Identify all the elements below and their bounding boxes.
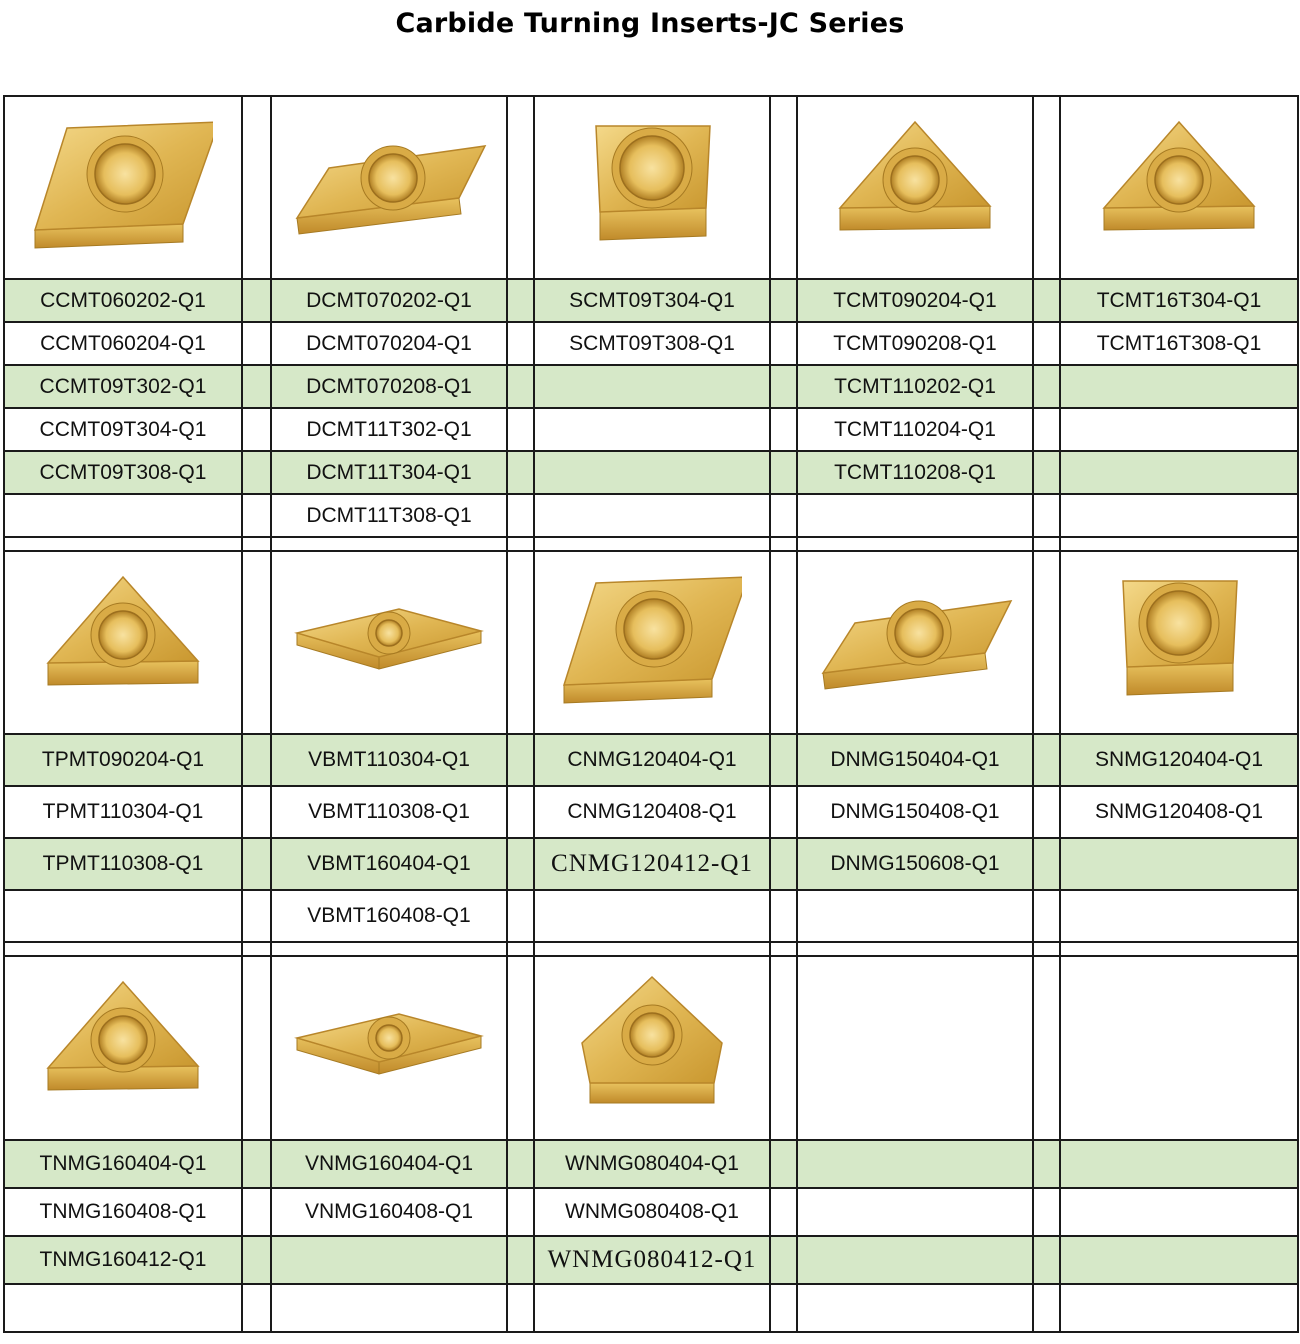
- section-spacer: [4, 942, 1298, 956]
- model-cell: TPMT110304-Q1: [4, 786, 242, 838]
- model-cell: [4, 494, 242, 537]
- gap-cell: [1033, 551, 1060, 734]
- insert-catalog-table: [3, 95, 1299, 1333]
- image-row: [4, 96, 1298, 279]
- gap-cell: [507, 1188, 534, 1236]
- gap-cell: [1033, 1284, 1060, 1332]
- spacer-cell: [507, 537, 534, 551]
- gap-cell: [770, 451, 797, 494]
- snmg-insert-image: [1109, 573, 1249, 713]
- gap-cell: [507, 365, 534, 408]
- spacer-cell: [4, 942, 242, 956]
- gap-cell: [770, 786, 797, 838]
- gap-cell: [770, 956, 797, 1140]
- model-cell: WNMG080412-Q1: [534, 1236, 770, 1284]
- gap-cell: [1033, 1236, 1060, 1284]
- gap-cell: [770, 838, 797, 890]
- spacer-cell: [770, 537, 797, 551]
- spacer-cell: [534, 942, 770, 956]
- model-cell: DCMT070202-Q1: [271, 279, 507, 322]
- gap-cell: [770, 1140, 797, 1188]
- image-cell: [271, 551, 507, 734]
- table-row: [4, 1284, 1298, 1332]
- model-cell: DNMG150404-Q1: [797, 734, 1033, 786]
- model-cell: VBMT110304-Q1: [271, 734, 507, 786]
- image-cell: [271, 956, 507, 1140]
- gap-cell: [770, 1284, 797, 1332]
- tpmt-insert-image: [38, 573, 208, 713]
- model-cell: CCMT09T308-Q1: [4, 451, 242, 494]
- model-cell: DNMG150608-Q1: [797, 838, 1033, 890]
- gap-cell: [242, 96, 271, 279]
- model-cell: CNMG120404-Q1: [534, 734, 770, 786]
- image-cell: [797, 551, 1033, 734]
- gap-cell: [770, 494, 797, 537]
- model-cell: [1060, 365, 1298, 408]
- gap-cell: [507, 322, 534, 365]
- model-cell: [1060, 451, 1298, 494]
- model-cell: [534, 408, 770, 451]
- wnmg-insert-image: [572, 973, 732, 1123]
- gap-cell: [242, 734, 271, 786]
- table-row: [4, 322, 1298, 365]
- gap-cell: [507, 96, 534, 279]
- table-row: [4, 451, 1298, 494]
- gap-cell: [770, 408, 797, 451]
- gap-cell: [507, 451, 534, 494]
- model-cell: [4, 1284, 242, 1332]
- spacer-cell: [1033, 537, 1060, 551]
- image-cell: [271, 96, 507, 279]
- model-cell: [534, 451, 770, 494]
- table-row: [4, 786, 1298, 838]
- gap-cell: [242, 1284, 271, 1332]
- model-cell: TCMT090208-Q1: [797, 322, 1033, 365]
- model-cell: [1060, 1236, 1298, 1284]
- gap-cell: [770, 322, 797, 365]
- gap-cell: [507, 494, 534, 537]
- model-cell: VNMG160408-Q1: [271, 1188, 507, 1236]
- gap-cell: [1033, 1140, 1060, 1188]
- gap-cell: [507, 838, 534, 890]
- spacer-cell: [534, 537, 770, 551]
- model-cell: [534, 1284, 770, 1332]
- gap-cell: [770, 279, 797, 322]
- model-cell: [534, 494, 770, 537]
- model-cell: TCMT16T308-Q1: [1060, 322, 1298, 365]
- model-cell: [797, 1188, 1033, 1236]
- gap-cell: [242, 408, 271, 451]
- table-row: [4, 890, 1298, 942]
- model-cell: [534, 890, 770, 942]
- cnmg-insert-image: [562, 573, 742, 713]
- section-spacer: [4, 537, 1298, 551]
- model-cell: TNMG160404-Q1: [4, 1140, 242, 1188]
- spacer-cell: [797, 537, 1033, 551]
- gap-cell: [242, 1188, 271, 1236]
- gap-cell: [242, 786, 271, 838]
- model-cell: [797, 1284, 1033, 1332]
- gap-cell: [1033, 890, 1060, 942]
- model-cell: CCMT060202-Q1: [4, 279, 242, 322]
- model-cell: [1060, 494, 1298, 537]
- model-cell: TCMT16T304-Q1: [1060, 279, 1298, 322]
- gap-cell: [507, 551, 534, 734]
- model-cell: [797, 494, 1033, 537]
- model-cell: [1060, 1284, 1298, 1332]
- image-cell: [4, 551, 242, 734]
- spacer-cell: [242, 537, 271, 551]
- model-cell: CNMG120408-Q1: [534, 786, 770, 838]
- spacer-cell: [271, 537, 507, 551]
- gap-cell: [1033, 96, 1060, 279]
- tnmg-insert-image: [38, 978, 208, 1118]
- spacer-cell: [507, 942, 534, 956]
- dnmg-insert-image: [815, 583, 1015, 703]
- image-cell: [4, 96, 242, 279]
- gap-cell: [242, 322, 271, 365]
- model-cell: VNMG160404-Q1: [271, 1140, 507, 1188]
- model-cell: [1060, 838, 1298, 890]
- spacer-cell: [770, 942, 797, 956]
- gap-cell: [242, 551, 271, 734]
- model-cell: [797, 1140, 1033, 1188]
- model-cell: DCMT11T302-Q1: [271, 408, 507, 451]
- gap-cell: [242, 838, 271, 890]
- image-cell: [1060, 96, 1298, 279]
- model-cell: WNMG080404-Q1: [534, 1140, 770, 1188]
- model-cell: DCMT070208-Q1: [271, 365, 507, 408]
- gap-cell: [242, 1236, 271, 1284]
- gap-cell: [770, 365, 797, 408]
- table-row: [4, 494, 1298, 537]
- model-cell: [4, 890, 242, 942]
- gap-cell: [242, 890, 271, 942]
- model-cell: CCMT09T304-Q1: [4, 408, 242, 451]
- gap-cell: [507, 956, 534, 1140]
- model-cell: TCMT090204-Q1: [797, 279, 1033, 322]
- model-cell: DNMG150408-Q1: [797, 786, 1033, 838]
- gap-cell: [770, 734, 797, 786]
- gap-cell: [770, 1188, 797, 1236]
- gap-cell: [507, 1140, 534, 1188]
- gap-cell: [770, 1236, 797, 1284]
- gap-cell: [1033, 322, 1060, 365]
- spacer-cell: [1060, 537, 1298, 551]
- spacer-cell: [797, 942, 1033, 956]
- model-cell: DCMT11T304-Q1: [271, 451, 507, 494]
- gap-cell: [1033, 786, 1060, 838]
- spacer-cell: [1060, 942, 1298, 956]
- image-cell: [534, 96, 770, 279]
- gap-cell: [1033, 1188, 1060, 1236]
- model-cell: [1060, 1140, 1298, 1188]
- dcmt-insert-image: [289, 128, 489, 248]
- table-row: [4, 1236, 1298, 1284]
- gap-cell: [507, 408, 534, 451]
- model-cell: DCMT11T308-Q1: [271, 494, 507, 537]
- gap-cell: [1033, 408, 1060, 451]
- gap-cell: [1033, 494, 1060, 537]
- spacer-cell: [271, 942, 507, 956]
- model-cell: TCMT110208-Q1: [797, 451, 1033, 494]
- gap-cell: [507, 279, 534, 322]
- model-cell: [797, 890, 1033, 942]
- gap-cell: [507, 786, 534, 838]
- gap-cell: [1033, 956, 1060, 1140]
- tcmt16-insert-image: [1094, 118, 1264, 258]
- vnmg-insert-image: [289, 1008, 489, 1088]
- gap-cell: [242, 1140, 271, 1188]
- gap-cell: [770, 96, 797, 279]
- model-cell: CCMT060204-Q1: [4, 322, 242, 365]
- image-row: [4, 956, 1298, 1140]
- model-cell: CNMG120412-Q1: [534, 838, 770, 890]
- vbmt-insert-image: [289, 603, 489, 683]
- model-cell: CCMT09T302-Q1: [4, 365, 242, 408]
- scmt-insert-image: [582, 118, 722, 258]
- ccmt-insert-image: [33, 118, 213, 258]
- gap-cell: [1033, 365, 1060, 408]
- gap-cell: [507, 1236, 534, 1284]
- spacer-cell: [4, 537, 242, 551]
- model-cell: SCMT09T308-Q1: [534, 322, 770, 365]
- model-cell: [271, 1284, 507, 1332]
- gap-cell: [242, 494, 271, 537]
- model-cell: TCMT110204-Q1: [797, 408, 1033, 451]
- model-cell: [1060, 1188, 1298, 1236]
- model-cell: SCMT09T304-Q1: [534, 279, 770, 322]
- model-cell: VBMT160408-Q1: [271, 890, 507, 942]
- gap-cell: [1033, 451, 1060, 494]
- gap-cell: [1033, 279, 1060, 322]
- image-cell: [1060, 956, 1298, 1140]
- model-cell: TCMT110202-Q1: [797, 365, 1033, 408]
- table-row: [4, 1140, 1298, 1188]
- page-title: Carbide Turning Inserts-JC Series: [395, 8, 905, 39]
- gap-cell: [242, 279, 271, 322]
- image-cell: [797, 956, 1033, 1140]
- image-cell: [797, 96, 1033, 279]
- image-cell: [1060, 551, 1298, 734]
- model-cell: VBMT160404-Q1: [271, 838, 507, 890]
- model-cell: DCMT070204-Q1: [271, 322, 507, 365]
- image-cell: [4, 956, 242, 1140]
- gap-cell: [1033, 838, 1060, 890]
- tcmt090-insert-image: [830, 118, 1000, 258]
- model-cell: TPMT090204-Q1: [4, 734, 242, 786]
- gap-cell: [1033, 734, 1060, 786]
- model-cell: [1060, 408, 1298, 451]
- gap-cell: [770, 890, 797, 942]
- model-cell: TNMG160408-Q1: [4, 1188, 242, 1236]
- model-cell: SNMG120404-Q1: [1060, 734, 1298, 786]
- spacer-cell: [1033, 942, 1060, 956]
- model-cell: [271, 1236, 507, 1284]
- model-cell: [534, 365, 770, 408]
- gap-cell: [507, 1284, 534, 1332]
- model-cell: TNMG160412-Q1: [4, 1236, 242, 1284]
- table-row: [4, 838, 1298, 890]
- image-cell: [534, 551, 770, 734]
- gap-cell: [242, 956, 271, 1140]
- table-row: [4, 1188, 1298, 1236]
- model-cell: TPMT110308-Q1: [4, 838, 242, 890]
- gap-cell: [242, 365, 271, 408]
- model-cell: WNMG080408-Q1: [534, 1188, 770, 1236]
- spacer-cell: [242, 942, 271, 956]
- table-row: [4, 365, 1298, 408]
- model-cell: [797, 1236, 1033, 1284]
- gap-cell: [242, 451, 271, 494]
- gap-cell: [507, 734, 534, 786]
- gap-cell: [507, 890, 534, 942]
- image-cell: [534, 956, 770, 1140]
- table-row: [4, 408, 1298, 451]
- gap-cell: [770, 551, 797, 734]
- model-cell: SNMG120408-Q1: [1060, 786, 1298, 838]
- table-row: [4, 279, 1298, 322]
- model-cell: [1060, 890, 1298, 942]
- image-row: [4, 551, 1298, 734]
- table-row: [4, 734, 1298, 786]
- model-cell: VBMT110308-Q1: [271, 786, 507, 838]
